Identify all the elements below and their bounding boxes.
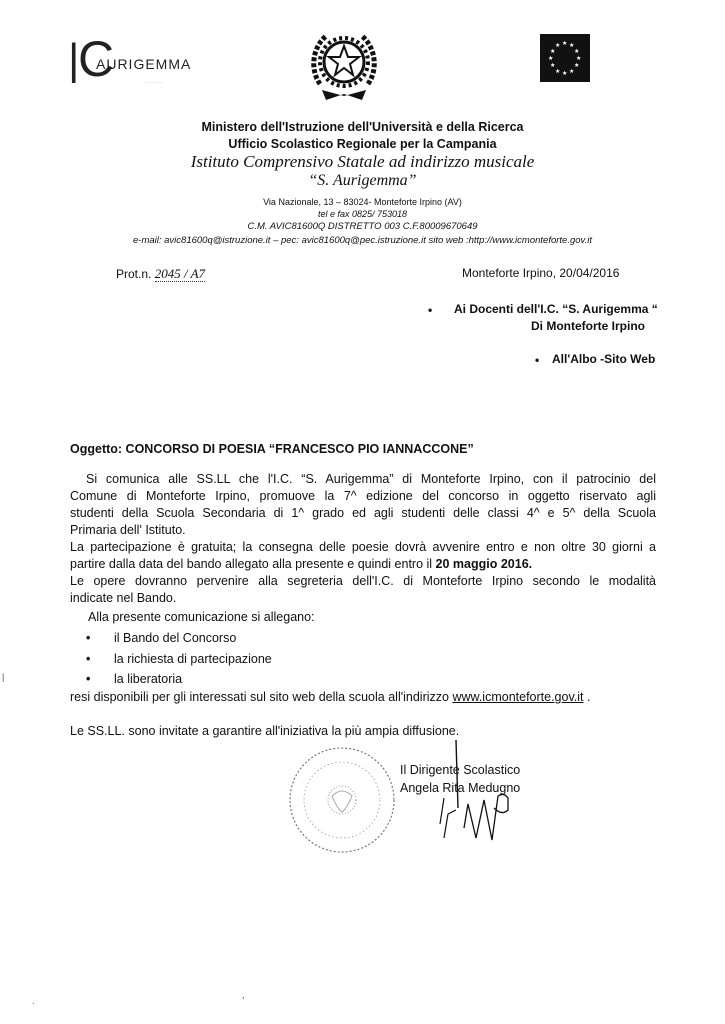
svg-text:★: ★ [555, 68, 561, 75]
scan-mark: . [32, 996, 35, 1006]
bullet-icon: • [86, 672, 91, 686]
bullet-icon: • [86, 652, 91, 666]
addressee-board: All'Albo -Sito Web [552, 352, 656, 366]
svg-text:★: ★ [576, 55, 582, 62]
deadline-date: 20 maggio 2016. [435, 557, 533, 571]
school-phone: tel e fax 0825/ 753018 [317, 209, 408, 219]
body-line: Comune di Monteforte Irpino, promuove la 7^ edizione del concorso in oggetto riservato agli [70, 489, 656, 503]
svg-text:★: ★ [574, 62, 580, 69]
school-address: Via Nazionale, 13 – 83024- Monteforte Irpino (AV) [263, 197, 462, 207]
body-line: La partecipazione è gratuita; la consegna delle poesie dovrà avvenire entro e non oltre 30 giorni a [70, 540, 656, 554]
signatory-role: Il Dirigente Scolastico [400, 763, 521, 777]
scan-mark: , [242, 990, 245, 1000]
scan-mark: | [2, 672, 5, 682]
protocol-number: 2045 / A7 [154, 266, 206, 281]
svg-text:★: ★ [574, 48, 580, 55]
logo-text: AURIGEMMA [96, 56, 192, 72]
institute-name: Istituto Comprensivo Statale ad indirizzo musicale [190, 152, 535, 171]
svg-text:★: ★ [555, 42, 561, 49]
body-line: Primaria dell' Istituto. [70, 523, 186, 537]
school-name: “S. Aurigemma” [308, 172, 417, 189]
svg-text:★: ★ [550, 48, 556, 55]
school-stamp-icon [286, 744, 398, 856]
ministry-name: Ministero dell'Istruzione dell'Università e della Ricerca [201, 120, 524, 134]
svg-text:★: ★ [562, 70, 568, 77]
body-line: indicate nel Bando. [70, 591, 177, 605]
eu-flag-icon [540, 34, 590, 82]
attachment-item: • il Bando del Concorso [86, 631, 237, 645]
attachments-intro: Alla presente comunicazione si allegano: [88, 610, 315, 624]
protocol-label: Prot.n. [116, 267, 152, 281]
addressee-teachers: Ai Docenti dell'I.C. “S. Aurigemma “ [454, 302, 658, 316]
closing-line: Le SS.LL. sono invitate a garantire all'iniziativa la più ampia diffusione. [70, 724, 460, 738]
attachment-item: • la liberatoria [86, 672, 183, 686]
svg-text:★: ★ [562, 40, 568, 47]
svg-text:★: ★ [569, 68, 575, 75]
svg-text:★: ★ [550, 62, 556, 69]
school-logo: | C AURIGEMMA ···· ·· ····· [68, 31, 192, 87]
body-line: partire dalla data del bando allegato alla presente e quindi entro il 20 maggio 2016. [70, 557, 533, 571]
school-codes: C.M. AVIC81600Q DISTRETTO 003 C.F.80009670649 [247, 221, 478, 232]
body-line: studenti della Scuola Secondaria di 1^ grado ed agli studenti delle classi 4^ e 5^ della Scuola [70, 506, 656, 520]
svg-text:★: ★ [569, 42, 575, 49]
bullet-icon: • [428, 303, 433, 317]
letter-subject: Oggetto: CONCORSO DI POESIA “FRANCESCO PIO IANNACCONE” [70, 442, 474, 456]
bullet-icon: • [86, 631, 91, 645]
svg-text:★: ★ [548, 55, 554, 62]
website-link[interactable]: www.icmonteforte.gov.it [452, 690, 584, 704]
school-contacts: e-mail: avic81600q@istruzione.it – pec: avic81600q@pec.istruzione.it sito web :http://www.icmonteforte.gov.it [133, 235, 592, 246]
body-line: Si comunica alle SS.LL che l'I.C. “S. Aurigemma” di Monteforte Irpino, con il patrocinio del [86, 472, 656, 486]
attachment-item: • la richiesta di partecipazione [86, 652, 272, 666]
bullet-icon: • [535, 353, 540, 367]
protocol-line [116, 266, 205, 282]
regional-office: Ufficio Scolastico Regionale per la Campania [228, 137, 497, 151]
body-line: Le opere dovranno pervenire alla segreteria dell'I.C. di Monteforte Irpino secondo le modalità [70, 574, 656, 588]
addressee-teachers-town: Di Monteforte Irpino [531, 319, 645, 333]
handwritten-signature [404, 738, 554, 850]
signatory-name: Angela Rita Medugno [400, 781, 521, 795]
letter-date: Monteforte Irpino, 20/04/2016 [462, 266, 620, 280]
italian-republic-emblem-icon [308, 26, 380, 106]
website-line: resi disponibili per gli interessati sul sito web della scuola all'indirizzo www.icmonteforte.gov.it . [70, 690, 591, 704]
